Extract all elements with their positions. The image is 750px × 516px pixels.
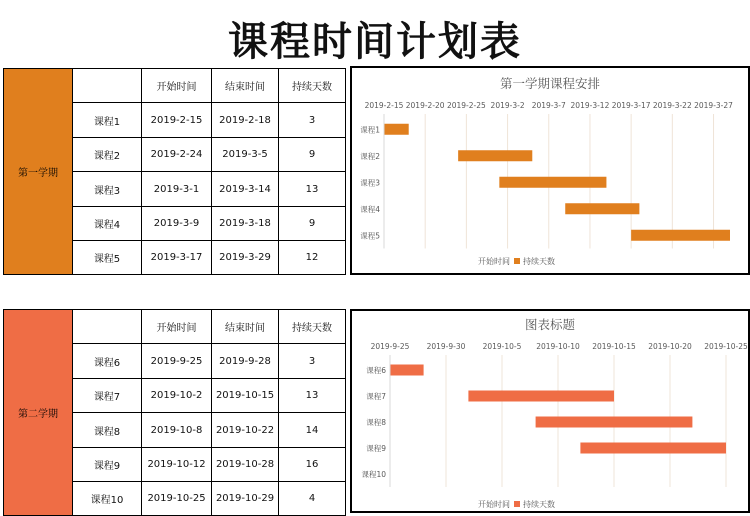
x-tick-label: 2019-10-15: [592, 342, 636, 351]
course-days: 13: [279, 172, 346, 207]
legend-swatch: [514, 258, 520, 264]
course-end: 2019-10-28: [212, 448, 279, 482]
course-name: 课程10: [73, 482, 142, 516]
course-end: 2019-3-5: [212, 138, 279, 172]
x-tick-label: 2019-10-20: [648, 342, 692, 351]
course-end: 2019-3-14: [212, 172, 279, 207]
x-tick-label: 2019-3-2: [490, 101, 525, 110]
course-start: 2019-2-24: [142, 138, 212, 172]
y-tick-label: 课程4: [360, 204, 380, 214]
course-days: 13: [279, 379, 346, 413]
gantt-bar: [468, 391, 614, 402]
gantt-svg: [352, 68, 748, 273]
gantt-bar: [631, 230, 730, 241]
legend-label: 开始时间: [478, 500, 510, 509]
semester-2-gantt-chart: [350, 309, 750, 513]
y-tick-label: 课程5: [360, 231, 380, 241]
course-name: 课程9: [73, 448, 142, 482]
course-name: 课程3: [73, 172, 142, 207]
x-tick-label: 2019-2-25: [446, 101, 486, 110]
x-tick-label: 2019-2-20: [405, 101, 445, 110]
header-days: 持续天数: [279, 310, 346, 344]
semester-label: 第一学期: [4, 69, 73, 275]
header-end: 结束时间: [212, 310, 279, 344]
course-start: 2019-10-25: [142, 482, 212, 516]
x-tick-label: 2019-3-17: [611, 101, 651, 110]
course-name: 课程2: [73, 138, 142, 172]
legend-label: 持续天数: [523, 257, 555, 266]
course-start: 2019-9-25: [142, 344, 212, 379]
course-name: 课程6: [73, 344, 142, 379]
course-days: 9: [279, 207, 346, 241]
header-blank: [73, 310, 142, 344]
x-tick-label: 2019-10-5: [482, 342, 522, 351]
course-name: 课程8: [73, 413, 142, 448]
course-end: 2019-3-29: [212, 241, 279, 275]
y-tick-label: 课程8: [366, 418, 386, 427]
course-days: 12: [279, 241, 346, 275]
course-name: 课程1: [73, 103, 142, 138]
legend-label: 开始时间: [478, 257, 510, 266]
x-tick-label: 2019-3-27: [694, 101, 733, 110]
x-tick-label: 2019-3-22: [652, 101, 692, 110]
gantt-svg: [352, 311, 748, 511]
x-tick-label: 2019-3-7: [531, 101, 566, 110]
course-start: 2019-10-12: [142, 448, 212, 482]
legend-label: 持续天数: [523, 500, 555, 509]
x-tick-label: 2019-9-25: [370, 342, 410, 351]
semester-label: 第二学期: [4, 310, 73, 516]
semester-1-gantt-chart: [350, 66, 750, 275]
y-tick-label: 课程2: [360, 151, 380, 161]
course-start: 2019-3-9: [142, 207, 212, 241]
course-start: 2019-2-15: [142, 103, 212, 138]
course-name: 课程5: [73, 241, 142, 275]
x-tick-label: 2019-3-12: [570, 101, 610, 110]
y-tick-label: 课程6: [366, 366, 386, 375]
gantt-bar: [580, 443, 726, 454]
header-days: 持续天数: [279, 69, 346, 103]
course-start: 2019-3-1: [142, 172, 212, 207]
y-tick-label: 课程9: [366, 444, 386, 453]
course-end: 2019-2-18: [212, 103, 279, 138]
header-end: 结束时间: [212, 69, 279, 103]
legend-swatch: [514, 501, 520, 507]
chart-title: 图表标题: [524, 317, 576, 332]
course-name: 课程4: [73, 207, 142, 241]
y-tick-label: 课程1: [360, 125, 380, 135]
chart-title: 第一学期课程安排: [499, 76, 601, 91]
course-name: 课程7: [73, 379, 142, 413]
course-days: 3: [279, 103, 346, 138]
semester-2-table: [3, 309, 346, 516]
page-title: 课程时间计划表: [228, 19, 522, 65]
course-end: 2019-10-29: [212, 482, 279, 516]
x-tick-label: 2019-9-30: [426, 342, 466, 351]
course-start: 2019-10-8: [142, 413, 212, 448]
course-start: 2019-3-17: [142, 241, 212, 275]
y-tick-label: 课程7: [366, 392, 386, 401]
x-tick-label: 2019-10-25: [704, 342, 748, 351]
gantt-bar: [499, 177, 606, 188]
semester-1-table: [3, 68, 346, 275]
course-end: 2019-9-28: [212, 344, 279, 379]
gantt-bar: [458, 150, 532, 161]
header-blank: [73, 69, 142, 103]
y-tick-label: 课程3: [360, 178, 380, 188]
y-tick-label: 课程10: [361, 470, 386, 479]
x-tick-label: 2019-2-15: [364, 101, 404, 110]
course-days: 3: [279, 344, 346, 379]
course-days: 16: [279, 448, 346, 482]
course-days: 4: [279, 482, 346, 516]
header-start: 开始时间: [142, 310, 212, 344]
course-days: 9: [279, 138, 346, 172]
x-tick-label: 2019-10-10: [536, 342, 580, 351]
course-start: 2019-10-2: [142, 379, 212, 413]
gantt-bar: [390, 365, 424, 376]
gantt-bar: [565, 203, 639, 214]
course-days: 14: [279, 413, 346, 448]
course-end: 2019-3-18: [212, 207, 279, 241]
gantt-bar: [384, 124, 409, 135]
course-end: 2019-10-22: [212, 413, 279, 448]
header-start: 开始时间: [142, 69, 212, 103]
course-end: 2019-10-15: [212, 379, 279, 413]
gantt-bar: [536, 417, 693, 428]
